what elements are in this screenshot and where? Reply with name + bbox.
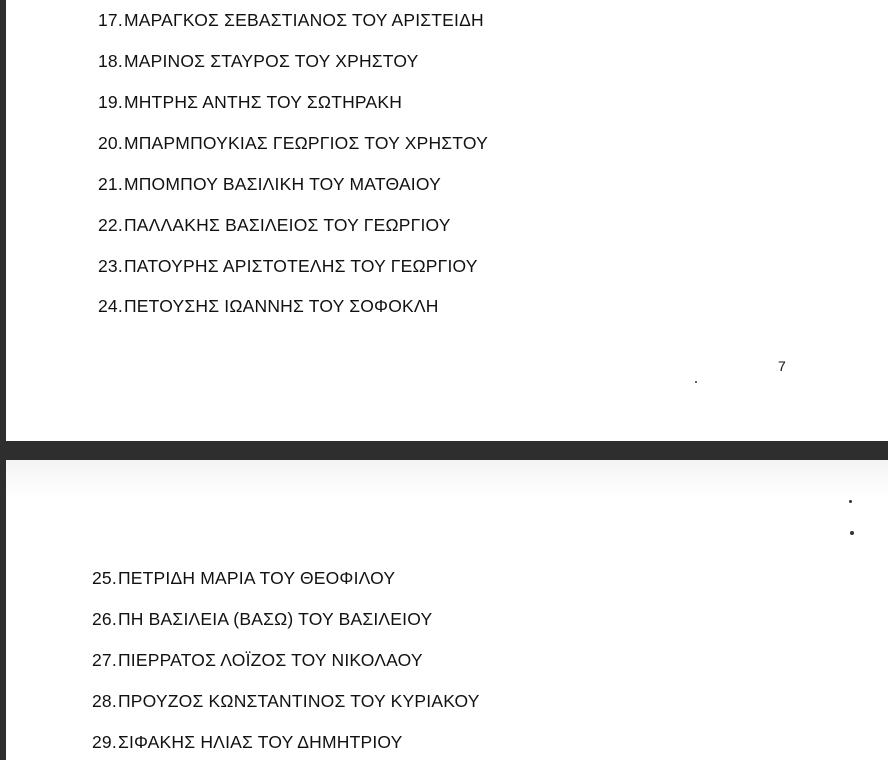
list-item-name: ΠΗ ΒΑΣΙΛΕΙΑ (ΒΑΣΩ) ΤΟΥ ΒΑΣΙΛΕΙΟΥ [117,609,433,629]
list-item-number: 29. [92,732,117,752]
document-page-7 [6,0,888,441]
list-item [92,568,395,588]
list-item [98,256,478,276]
document-page-8 [6,460,888,760]
list-item-number: 21. [98,174,123,194]
list-item-name: ΜΑΡΙΝΟΣ ΣΤΑΥΡΟΣ ΤΟΥ ΧΡΗΣΤΟΥ [123,51,419,71]
list-item-name: ΠΡΟΥΖΟΣ ΚΩΝΣΤΑΝΤΙΝΟΣ ΤΟΥ ΚΥΡΙΑΚΟΥ [117,691,480,711]
list-item [92,732,403,752]
list-item [92,609,432,629]
list-item-number: 20. [98,133,123,153]
list-item-name: ΣΙΦΑΚΗΣ ΗΛΙΑΣ ΤΟΥ ΔΗΜΗΤΡΙΟΥ [117,732,403,752]
list-item-name: ΜΠΑΡΜΠΟΥΚΙΑΣ ΓΕΩΡΓΙΟΣ ΤΟΥ ΧΡΗΣΤΟΥ [123,133,488,153]
list-item-number: 26. [92,609,117,629]
list-item-number: 18. [98,51,123,71]
scan-speck [695,381,697,383]
list-item [92,650,423,670]
list-item-number: 19. [98,92,123,112]
list-item [98,51,419,71]
list-item-name: ΠΑΛΛΑΚΗΣ ΒΑΣΙΛΕΙΟΣ ΤΟΥ ΓΕΩΡΓΙΟΥ [123,215,451,235]
list-item [98,10,484,30]
list-item-number: 23. [98,256,123,276]
list-item-number: 17. [98,10,123,30]
list-item-number: 28. [92,691,117,711]
list-item [98,296,439,316]
list-item-number: 25. [92,568,117,588]
list-item-number: 27. [92,650,117,670]
list-item-number: 22. [98,215,123,235]
scan-speck [850,531,854,535]
scan-speck [849,500,852,503]
list-item [98,174,441,194]
list-item-name: ΜΗΤΡΗΣ ΑΝΤΗΣ ΤΟΥ ΣΩΤΗΡΑΚΗ [123,92,403,112]
list-item [92,691,480,711]
list-item [98,92,402,112]
list-item-name: ΠΙΕΡΡΑΤΟΣ ΛΟΪΖΟΣ ΤΟΥ ΝΙΚΟΛΑΟΥ [117,650,423,670]
list-item-name: ΜΑΡΑΓΚΟΣ ΣΕΒΑΣΤΙΑΝΟΣ ΤΟΥ ΑΡΙΣΤΕΙΔΗ [123,10,484,30]
list-item-number: 24. [98,296,123,316]
list-item-name: ΠΕΤΡΙΔΗ ΜΑΡΙΑ ΤΟΥ ΘΕΟΦΙΛΟΥ [117,568,396,588]
page-number: 7 [778,358,786,374]
list-item-name: ΠΕΤΟΥΣΗΣ ΙΩΑΝΝΗΣ ΤΟΥ ΣΟΦΟΚΛΗ [123,296,439,316]
list-item-name: ΜΠΟΜΠΟΥ ΒΑΣΙΛΙΚΗ ΤΟΥ ΜΑΤΘΑΙΟΥ [123,174,441,194]
list-item-name: ΠΑΤΟΥΡΗΣ ΑΡΙΣΤΟΤΕΛΗΣ ΤΟΥ ΓΕΩΡΓΙΟΥ [123,256,478,276]
list-item [98,133,488,153]
list-item [98,215,451,235]
